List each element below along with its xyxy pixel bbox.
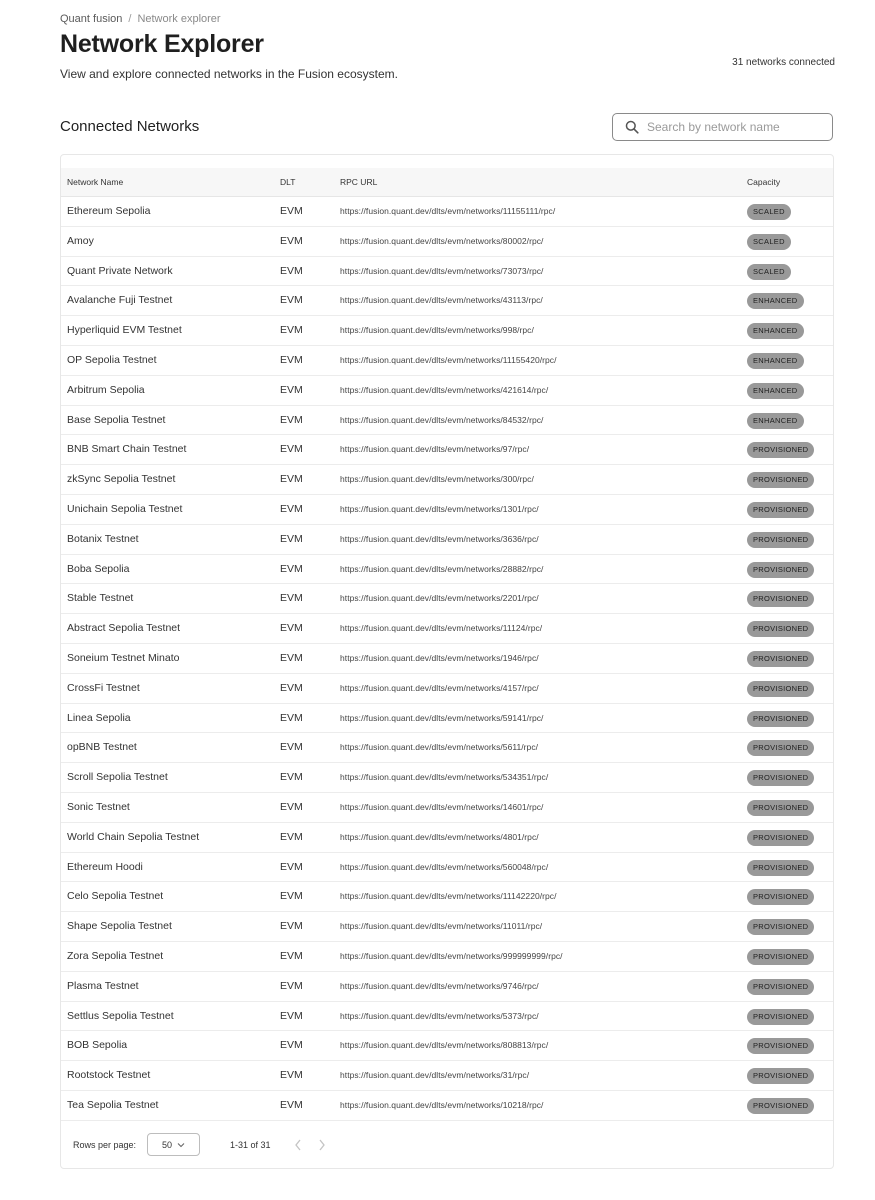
capacity-badge: PROVISIONED [747,1068,814,1084]
table-row[interactable] [61,674,833,704]
capacity-badge: PROVISIONED [747,532,814,548]
capacity-badge: ENHANCED [747,353,804,369]
search-icon [625,120,639,134]
capacity-badge: PROVISIONED [747,562,814,578]
dlt-cell: EVM [280,771,303,784]
capacity-badge: ENHANCED [747,293,804,309]
dlt-cell: EVM [280,1009,303,1022]
capacity-badge: PROVISIONED [747,1098,814,1114]
rpc-url-cell: https://fusion.quant.dev/dlts/evm/networks/9746/rpc/ [340,980,539,991]
capacity-badge: ENHANCED [747,323,804,339]
table-pagination [61,1133,833,1157]
dlt-cell: EVM [280,1098,303,1111]
page-title: Network Explorer [60,30,264,58]
dlt-cell: EVM [280,622,303,635]
networks-table [60,154,834,1169]
table-row[interactable] [61,316,833,346]
network-name-cell: Settlus Sepolia Testnet [67,1009,174,1022]
chevron-left-icon [294,1139,302,1151]
rpc-url-cell: https://fusion.quant.dev/dlts/evm/networks/5611/rpc/ [340,742,539,753]
network-name-cell: CrossFi Testnet [67,681,140,694]
rpc-url-cell: https://fusion.quant.dev/dlts/evm/networks/84532/rpc/ [340,414,544,425]
dlt-cell: EVM [280,800,303,813]
rpc-url-cell: https://fusion.quant.dev/dlts/evm/networks/999999999/rpc/ [340,950,563,961]
rpc-url-cell: https://fusion.quant.dev/dlts/evm/networks/300/rpc/ [340,474,534,485]
dlt-cell: EVM [280,205,303,217]
column-header-rpc-url: RPC URL [340,177,378,187]
table-row[interactable] [61,257,833,287]
chevron-right-icon [318,1139,326,1151]
dlt-cell: EVM [280,413,303,426]
network-name-cell: Sonic Testnet [67,800,130,813]
next-page-button[interactable] [315,1138,329,1152]
dlt-cell: EVM [280,890,303,903]
rpc-url-cell: https://fusion.quant.dev/dlts/evm/networks/11155111/rpc/ [340,206,556,216]
dlt-cell: EVM [280,353,303,366]
dlt-cell: EVM [280,949,303,962]
network-name-cell: Boba Sepolia [67,562,130,575]
rpc-url-cell: https://fusion.quant.dev/dlts/evm/networks/11124/rpc/ [340,623,543,634]
rows-per-page-value: 50 [161,1139,172,1150]
table-row[interactable] [61,1061,833,1091]
capacity-badge: PROVISIONED [747,442,814,458]
network-name-cell: World Chain Sepolia Testnet [67,830,200,843]
section-title: Connected Networks [60,118,200,135]
rpc-url-cell: https://fusion.quant.dev/dlts/evm/networks/998/rpc/ [340,325,534,336]
capacity-badge: SCALED [747,234,791,250]
rpc-url-cell: https://fusion.quant.dev/dlts/evm/networks/59141/rpc/ [340,712,544,723]
dlt-cell: EVM [280,532,303,545]
search-input[interactable] [645,119,819,135]
network-name-cell: Celo Sepolia Testnet [67,890,164,903]
network-name-cell: BNB Smart Chain Testnet [67,443,187,456]
dlt-cell: EVM [280,1039,303,1052]
rpc-url-cell: https://fusion.quant.dev/dlts/evm/networks/97/rpc/ [340,444,530,455]
capacity-badge: PROVISIONED [747,1038,814,1054]
network-name-cell: Ethereum Sepolia [67,205,151,217]
table-row[interactable] [61,555,833,585]
table-row[interactable] [61,793,833,823]
table-row[interactable] [61,1091,833,1121]
search-box[interactable] [612,113,833,141]
table-row[interactable] [61,435,833,465]
rpc-url-cell: https://fusion.quant.dev/dlts/evm/networks/10218/rpc/ [340,1099,544,1110]
rpc-url-cell: https://fusion.quant.dev/dlts/evm/networks/1946/rpc/ [340,652,539,663]
network-name-cell: Amoy [67,234,94,247]
dlt-cell: EVM [280,592,303,605]
dlt-cell: EVM [280,443,303,456]
dlt-cell: EVM [280,651,303,664]
network-name-cell: Zora Sepolia Testnet [67,949,164,962]
rpc-url-cell: https://fusion.quant.dev/dlts/evm/networks/4157/rpc/ [340,682,539,693]
table-row[interactable] [61,823,833,853]
rpc-url-cell: https://fusion.quant.dev/dlts/evm/networks/11011/rpc/ [340,921,543,932]
network-name-cell: Ethereum Hoodi [67,860,143,873]
network-name-cell: zkSync Sepolia Testnet [67,473,176,486]
table-row[interactable] [61,465,833,495]
network-name-cell: Arbitrum Sepolia [67,383,145,396]
capacity-badge: PROVISIONED [747,1009,814,1025]
dlt-cell: EVM [280,294,303,307]
network-name-cell: Plasma Testnet [67,979,139,992]
dlt-cell: EVM [280,562,303,575]
dlt-cell: EVM [280,979,303,992]
breadcrumb-root-link[interactable]: Quant fusion [60,13,123,25]
network-name-cell: Base Sepolia Testnet [67,413,166,426]
capacity-badge: PROVISIONED [747,740,814,756]
capacity-badge: ENHANCED [747,383,804,399]
table-row[interactable] [61,1002,833,1032]
rpc-url-cell: https://fusion.quant.dev/dlts/evm/networks/11155420/rpc/ [340,354,557,365]
network-name-cell: BOB Sepolia [67,1039,128,1052]
network-name-cell: Stable Testnet [67,592,134,605]
table-row[interactable] [61,346,833,376]
network-name-cell: Scroll Sepolia Testnet [67,771,168,784]
table-row[interactable] [61,763,833,793]
network-name-cell: Quant Private Network [67,264,173,277]
capacity-badge: PROVISIONED [747,770,814,786]
dlt-cell: EVM [280,264,303,277]
table-row[interactable] [61,733,833,763]
dlt-cell: EVM [280,383,303,396]
table-header [61,168,833,197]
rows-per-page-label: Rows per page: [73,1140,137,1150]
table-row[interactable] [61,912,833,942]
dlt-cell: EVM [280,830,303,843]
network-name-cell: OP Sepolia Testnet [67,353,157,366]
breadcrumb [60,13,221,25]
network-name-cell: Soneium Testnet Minato [67,651,180,664]
table-row[interactable] [61,614,833,644]
breadcrumb-separator: / [128,13,132,25]
table-row[interactable] [61,584,833,614]
network-name-cell: Rootstock Testnet [67,1069,151,1082]
dlt-cell: EVM [280,324,303,337]
rpc-url-cell: https://fusion.quant.dev/dlts/evm/networks/43113/rpc/ [340,295,543,306]
rpc-url-cell: https://fusion.quant.dev/dlts/evm/networks/560048/rpc/ [340,861,549,872]
capacity-badge: PROVISIONED [747,830,814,846]
rpc-url-cell: https://fusion.quant.dev/dlts/evm/networks/534351/rpc/ [340,772,549,783]
capacity-badge: PROVISIONED [747,919,814,935]
dlt-cell: EVM [280,920,303,933]
network-name-cell: Hyperliquid EVM Testnet [67,324,182,337]
rpc-url-cell: https://fusion.quant.dev/dlts/evm/networks/28882/rpc/ [340,563,544,574]
capacity-badge: PROVISIONED [747,502,814,518]
table-row[interactable] [61,376,833,406]
table-row[interactable] [61,882,833,912]
network-name-cell: Botanix Testnet [67,532,139,545]
networks-connected-count: 31 networks connected [732,57,835,68]
table-row[interactable] [61,704,833,734]
table-row[interactable] [61,227,833,257]
chevron-down-icon [177,1142,185,1148]
column-header-network-name: Network Name [67,177,124,187]
rpc-url-cell: https://fusion.quant.dev/dlts/evm/networks/80002/rpc/ [340,235,544,246]
capacity-badge: PROVISIONED [747,711,814,727]
rpc-url-cell: https://fusion.quant.dev/dlts/evm/networks/73073/rpc/ [340,265,544,276]
dlt-cell: EVM [280,860,303,873]
table-row[interactable] [61,197,833,227]
capacity-badge: PROVISIONED [747,681,814,697]
table-row[interactable] [61,942,833,972]
network-name-cell: Unichain Sepolia Testnet [67,502,183,515]
rpc-url-cell: https://fusion.quant.dev/dlts/evm/networks/808813/rpc/ [340,1040,549,1051]
dlt-cell: EVM [280,473,303,486]
previous-page-button[interactable] [291,1138,305,1152]
rpc-url-cell: https://fusion.quant.dev/dlts/evm/networks/1301/rpc/ [340,503,539,514]
network-name-cell: Linea Sepolia [67,711,131,724]
capacity-badge: ENHANCED [747,413,804,429]
network-name-cell: Abstract Sepolia Testnet [67,622,181,635]
capacity-badge: SCALED [747,204,791,220]
capacity-badge: PROVISIONED [747,621,814,637]
rpc-url-cell: https://fusion.quant.dev/dlts/evm/networks/5373/rpc/ [340,1010,539,1021]
rpc-url-cell: https://fusion.quant.dev/dlts/evm/networks/14601/rpc/ [340,801,544,812]
table-row[interactable] [61,1031,833,1061]
dlt-cell: EVM [280,681,303,694]
dlt-cell: EVM [280,741,303,754]
table-body [61,197,833,1121]
rpc-url-cell: https://fusion.quant.dev/dlts/evm/networks/421614/rpc/ [340,384,549,395]
rows-per-page-select[interactable] [147,1133,200,1156]
table-row[interactable] [61,525,833,555]
table-row[interactable] [61,286,833,316]
rpc-url-cell: https://fusion.quant.dev/dlts/evm/networks/2201/rpc/ [340,593,539,604]
capacity-badge: PROVISIONED [747,591,814,607]
column-header-capacity: Capacity [747,177,781,187]
capacity-badge: PROVISIONED [747,889,814,905]
capacity-badge: PROVISIONED [747,472,814,488]
table-row[interactable] [61,853,833,883]
table-row[interactable] [61,406,833,436]
dlt-cell: EVM [280,711,303,724]
breadcrumb-current: Network explorer [137,13,221,25]
table-row[interactable] [61,644,833,674]
rpc-url-cell: https://fusion.quant.dev/dlts/evm/networks/4801/rpc/ [340,831,539,842]
pagination-range: 1-31 of 31 [230,1140,271,1150]
capacity-badge: PROVISIONED [747,800,814,816]
network-name-cell: Tea Sepolia Testnet [67,1098,159,1111]
column-header-dlt: DLT [280,177,296,187]
dlt-cell: EVM [280,234,303,247]
capacity-badge: PROVISIONED [747,860,814,876]
capacity-badge: PROVISIONED [747,651,814,667]
rpc-url-cell: https://fusion.quant.dev/dlts/evm/networks/11142220/rpc/ [340,891,557,902]
rpc-url-cell: https://fusion.quant.dev/dlts/evm/networks/3636/rpc/ [340,533,539,544]
page-subtitle: View and explore connected networks in the Fusion ecosystem. [60,67,398,81]
network-name-cell: opBNB Testnet [67,741,137,754]
dlt-cell: EVM [280,502,303,515]
capacity-badge: PROVISIONED [747,979,814,995]
rpc-url-cell: https://fusion.quant.dev/dlts/evm/networks/31/rpc/ [340,1070,530,1081]
table-row[interactable] [61,972,833,1002]
capacity-badge: SCALED [747,264,791,280]
network-name-cell: Shape Sepolia Testnet [67,920,172,933]
table-row[interactable] [61,495,833,525]
dlt-cell: EVM [280,1069,303,1082]
network-name-cell: Avalanche Fuji Testnet [67,294,173,307]
capacity-badge: PROVISIONED [747,949,814,965]
